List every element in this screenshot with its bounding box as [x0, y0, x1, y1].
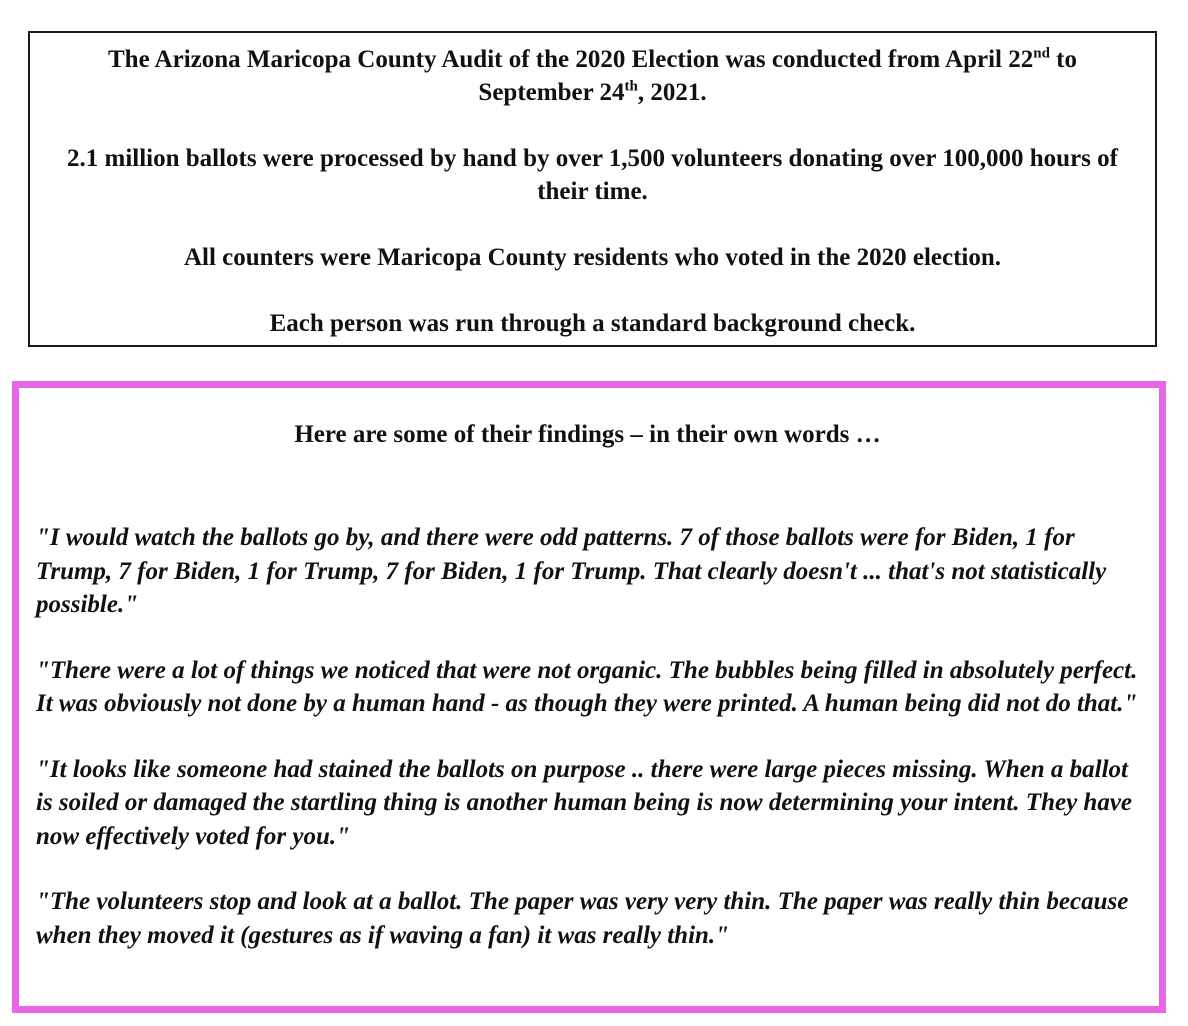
quote-not-organic: "There were a lot of things we noticed that were not organic. The bubbles being filled in absolutely perfect. It was obviously not done by a human hand - as though they were printed. A human being did not do that.": [36, 656, 1138, 717]
audit-summary-box: [28, 31, 1157, 347]
findings-heading: Here are some of their findings – in their own words …: [294, 421, 881, 448]
audit-dates-paragraph: The Arizona Maricopa County Audit of the 2020 Election was conducted from April 22nd to September 24th, 2021.: [108, 45, 1077, 106]
quote-odd-patterns: "I would watch the ballots go by, and there were odd patterns. 7 of those ballots were for Biden, 1 for Trump, 7 for Biden, 1 for Trump, 7 for Biden, 1 for Trump. That clearly doesn't ... that's not statistically possible.": [36, 524, 1107, 618]
findings-box: [12, 381, 1166, 1013]
counters-residents-paragraph: All counters were Maricopa County residents who voted in the 2020 election.: [183, 244, 1002, 271]
quote-stained-ballots: "It looks like someone had stained the ballots on purpose .. there were large pieces missing. When a ballot is soiled or damaged the startling thing is another human being is now determining your intent. They have now effectively voted for you.": [36, 755, 1133, 850]
quote-thin-paper: "The volunteers stop and look at a ballot. The paper was very very thin. The paper was really thin because when they moved it (gestures as if waving a fan) it was really thin.": [36, 888, 1129, 949]
background-check-paragraph: Each person was run through a standard background check.: [269, 310, 916, 337]
ballots-processed-paragraph: 2.1 million ballots were processed by hand by over 1,500 volunteers donating over 100,000 hours of their time.: [67, 145, 1118, 205]
